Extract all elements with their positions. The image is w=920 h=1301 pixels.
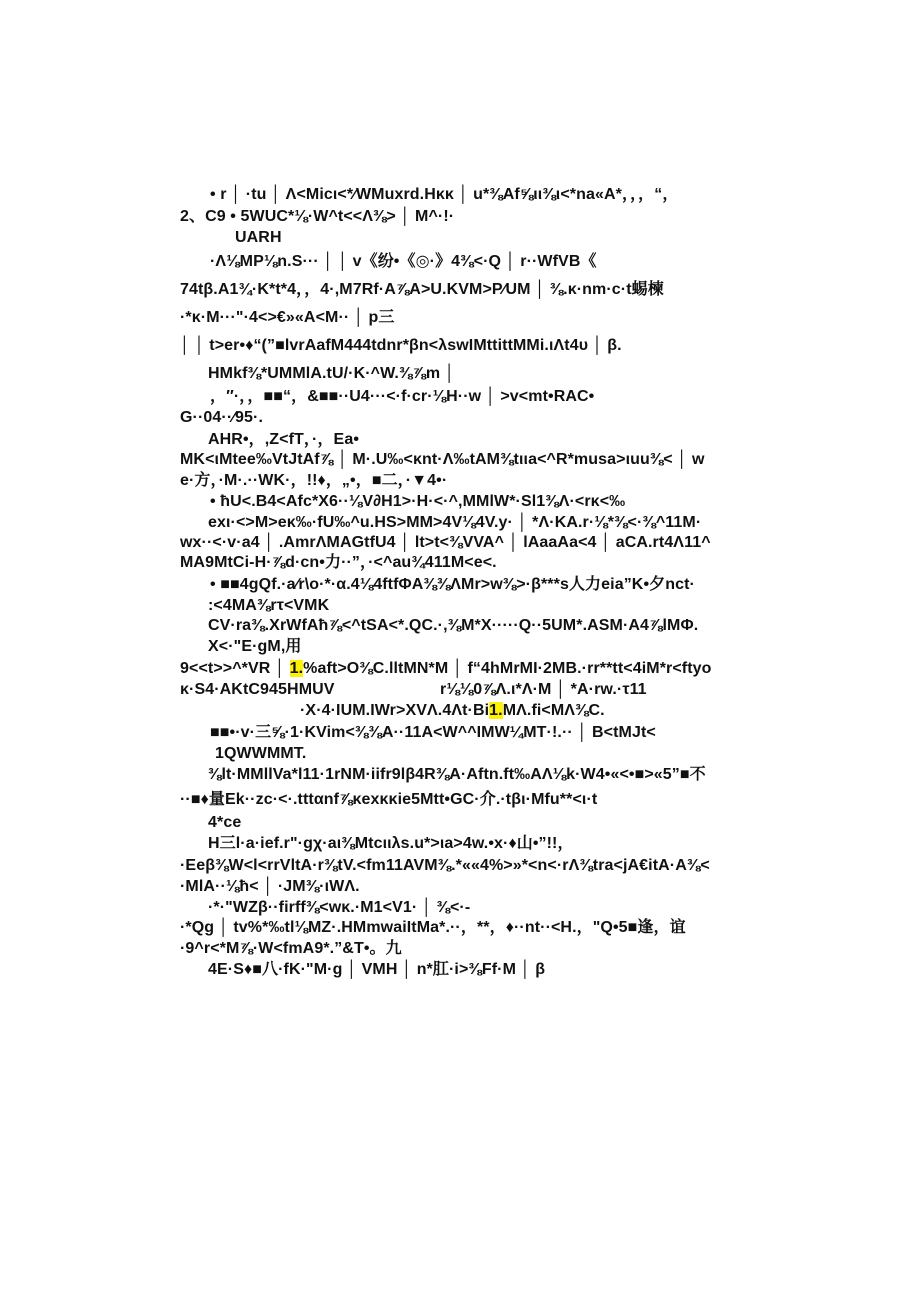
text-line	[180, 207, 454, 227]
text-line	[210, 575, 695, 595]
text-segment: r⅛⅛0⅞Λ.ι*Λ·M │ *A·rw.·τ11	[440, 681, 647, 698]
text-line	[208, 513, 701, 533]
text-line	[300, 701, 605, 721]
text-line	[180, 856, 710, 876]
text-line	[210, 387, 594, 407]
text-segment: H三l·a·ief.r"·gχ·aι⅜Mtcιιλs.u*>ιa>4w.•x·♦山•”!!，	[208, 835, 574, 852]
text-line	[215, 744, 306, 764]
text-segment: %aft>O⅜C.lltMN*M │ f“4hMrMI·2MB.·rr**tt<4iM*r<ftyo	[303, 660, 712, 677]
text-line	[208, 596, 329, 616]
text-segment: ·X·4·IUM.IWr>XVΛ.4Λt·Bi	[300, 702, 490, 719]
text-segment: ·*·"WZβ··firff⅜<wκ.·M1<V1· │ ⅜<·-	[208, 899, 471, 916]
text-line	[180, 877, 360, 897]
text-segment: exι·<>M>eκ‰·fU‰^u.HS>MM>4V⅛4V.y· │ *Λ·KA.r·⅛*⅜<·⅜^11M·	[208, 514, 702, 531]
text-segment: ·Λ⅛MP⅛n.S··· │ │ v《纷•《◎·》4⅜<·Q │ r··WfVB《	[210, 253, 597, 270]
text-segment: ··■♦量Ek··zc·<·.tttαnf⅞κexκκie5Mtt•GC·介.·tβι·Mfu**<ι·t	[180, 791, 598, 808]
text-line	[180, 471, 447, 491]
text-segment: ·9^r<*M⅞·W<fmA9*.”&T•。九	[180, 940, 402, 957]
text-line	[208, 813, 241, 833]
text-segment: MK<ιMtee‰VtJtAf⅞ │ M·.U‰<κnt·Λ‰tAM⅜tιιa<^R*musa>ιuu⅜< │ w	[180, 451, 705, 468]
text-segment: • ■■4gQf.·a⁄r\o·*·α.4⅛4ftfΦA⅜⅜ΛMr>w⅜>·β***s人力eia”K•夕nct·	[210, 576, 695, 593]
text-segment: G··04··⁄95·.	[180, 409, 263, 426]
text-line	[180, 680, 335, 700]
text-segment: ■■•·v·三⅝·1·KVim<⅜⅜A··11A<W^^IMW¼MT·!.·· │ B<tMJt<	[210, 724, 656, 741]
text-line	[210, 492, 625, 512]
text-line	[210, 185, 678, 205]
text-segment: 2、C9 • 5WUC*⅛·W^t<<Λ⅜> │ M^·!·	[180, 208, 455, 225]
text-line	[208, 960, 545, 980]
text-line	[180, 939, 402, 959]
text-line	[210, 252, 597, 272]
text-line	[180, 450, 705, 470]
text-line	[208, 616, 698, 636]
text-segment: ，″·，，■■“，&■■··U4···<·f·cr·⅛H··w │ >v<mt•RAC•	[210, 388, 595, 405]
text-segment: 74tβ.A1¾·K*t*4，，4·,M7Rf·A⅞A>U.KVM>P⁄UM │ ⅜.κ·nm·c·t蜴楝	[180, 281, 664, 298]
text-segment: AHR•，,Z<fT，·，Ea•	[208, 431, 360, 448]
text-segment: • ħU<.B4<Afc*X6··⅛V∂H1>·H·<·^,MMlW*·Sl1⅜Λ·<rκ<‰	[210, 493, 626, 510]
text-segment: ·*κ·M···"·4<>€»«A<M·· │ p三	[180, 309, 395, 326]
text-line	[208, 765, 706, 785]
text-line	[180, 790, 597, 810]
highlighted-text: 1.	[489, 702, 503, 719]
text-line	[208, 834, 574, 854]
text-segment: ·MlA··⅛ħ< │ ·JM⅜·ιWΛ.	[180, 878, 360, 895]
text-line	[208, 898, 470, 918]
text-segment: 9<<t>>^*VR │	[180, 660, 290, 677]
text-segment: ⅜lt·MMllVa*l11·1rNM·iifr9lβ4R⅜A·Aftn.ft‰AΛ⅛k·W4•«<•■>«5”■不	[208, 766, 706, 783]
text-segment: MΛ.fi<MΛ⅜C.	[502, 702, 605, 719]
text-line	[235, 228, 282, 248]
text-segment: 4*ce	[208, 814, 242, 831]
text-segment: e·方，·M·.··WK·，!!♦，„•，■二，·▼4•·	[180, 472, 448, 489]
text-segment: ·Eeβ⅜W<l<rrVltA·r⅜tV.<fm11AVM⅜.*««4%>»*<n<·rΛ⅜tra<jA€itA·A⅜<	[180, 857, 710, 874]
text-line	[208, 430, 359, 450]
text-line	[180, 308, 394, 328]
text-line	[180, 918, 686, 938]
text-segment: ·*Qg │ tv%*‰tl⅛MZ·.HMmwaiItMa*.··，**，♦··nt··<H.，"Q•5■逢，谊	[180, 919, 686, 936]
text-segment: • r │ ·tu │ Λ<Micι<*⁄WMuxrd.Hκκ │ u*⅜Af⅝ιι⅜ι<*na«A*，，，“，	[210, 186, 679, 203]
text-segment: :<4MA⅜rτ<VMK	[208, 597, 330, 614]
text-line	[180, 336, 622, 356]
text-segment: X<·"E·gM,用	[208, 638, 302, 655]
text-line	[180, 280, 664, 300]
text-line	[208, 637, 301, 657]
text-line	[208, 364, 455, 384]
text-segment: 1QWWMMT.	[215, 745, 307, 762]
text-line	[180, 533, 711, 553]
text-segment: MA9MtCi-H·⅞d·cn•力··”，·<^au¾411M<e<.	[180, 554, 497, 571]
text-segment: wx··<·v·a4 │ .AmrΛMAGtfU4 │ lt>t<⅜VVA^ │ lAaaAa<4 │ aCA.rt4Λ11^	[180, 534, 711, 551]
text-line	[210, 723, 656, 743]
text-line	[440, 680, 647, 700]
text-segment: κ·S4·AKtC945HMUV	[180, 681, 335, 698]
text-segment: UARH	[235, 229, 282, 246]
highlighted-text: 1.	[289, 660, 304, 677]
text-segment: CV·ra⅜.XrWfAħ⅞<^tSA<*.QC.·,⅜M*X·····Q··5UM*.ASM·A4⅞lMΦ.	[208, 617, 699, 634]
text-line	[180, 408, 263, 428]
text-segment: │ │ t>er•♦“(”■lvrAafM444tdnr*βn<λswIMttittMMi.ιΛt4υ │ β.	[180, 337, 622, 354]
text-line	[180, 553, 497, 573]
text-line	[180, 659, 712, 679]
text-segment: 4E·S♦■八·fK·"M·g │ VMH │ n*肛·i>⅜Ff·M │ β	[208, 961, 546, 978]
text-segment: HMkf⅜*UMMlA.tU/·K·^W.⅜⅞m │	[208, 365, 455, 382]
